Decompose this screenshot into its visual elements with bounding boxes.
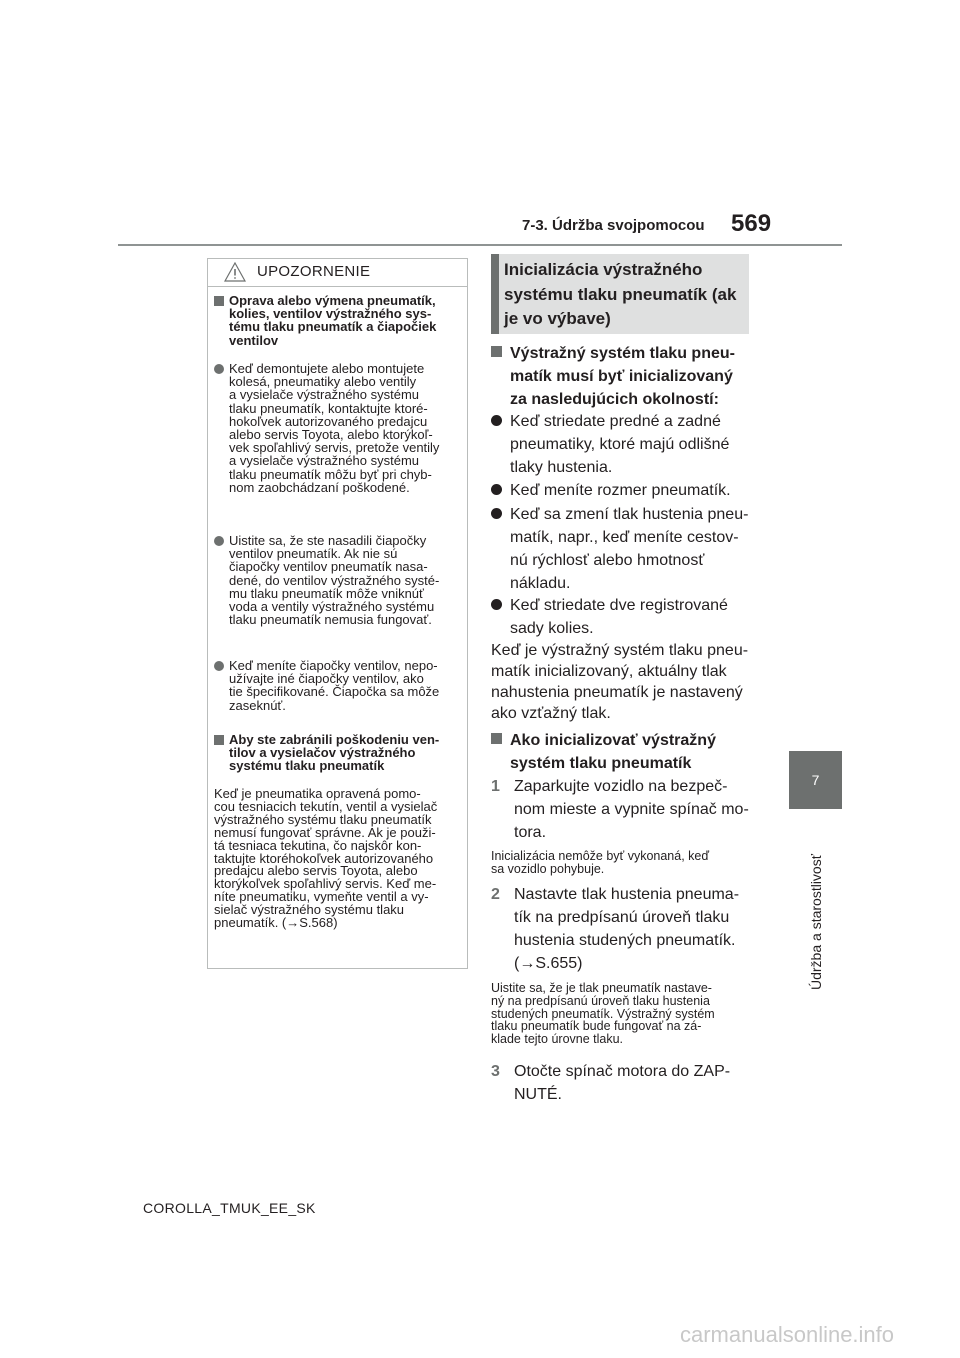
warning-heading-1: Oprava alebo výmena pneumatík, kolies, ventilov výstražného sys- tému tlaku pneumatík a čiapočiek ventilov xyxy=(214,294,464,347)
warning-heading-2: Aby ste zabránili poškodeniu ven- tilov a vysielačov výstražného systému tlaku pneumatík xyxy=(214,733,464,773)
step-2: 2 Nastavte tlak hustenia pneuma- tík na predpísanú úroveň tlaku hustenia studených pneumatík. (→S.655) xyxy=(491,883,753,975)
section-title-bar xyxy=(491,254,499,334)
step-note-1: Inicializácia nemôže byť vykonaná, keď sa vozidlo pohybuje. xyxy=(491,849,710,876)
list-item: Keď striedate predné a zadné pneumatiky, ktoré majú odlišné tlaky hustenia. xyxy=(491,410,753,479)
warning-triangle-icon xyxy=(224,262,246,282)
chapter-label-text: Údržba a starostlivosť xyxy=(808,854,824,990)
warning-item-3: Keď meníte čiapočky ventilov, nepo- užívajte iné čiapočky ventilov, ako tie špecifikované. Čiapočka sa môže zaseknúť. xyxy=(214,659,464,712)
step-note-2: Uistite sa, že je tlak pneumatík nastave- ný na predpísanú úroveň tlaku hustenia studených pneumatík. Výstražný systém tlaku pneumatík bude fungovať na zá- klade tejto úrovne tlaku. xyxy=(491,981,715,1047)
warning-title: UPOZORNENIE xyxy=(257,263,371,280)
subheading-1: Výstražný systém tlaku pneu- matík musí byť inicializovaný za nasledujúcich okolností: xyxy=(491,342,753,411)
chapter-label xyxy=(808,820,828,990)
round-bullet-icon xyxy=(214,661,224,671)
document-footer: COROLLA_TMUK_EE_SK xyxy=(143,1200,316,1216)
page-number: 569 xyxy=(731,210,772,237)
round-bullet-icon xyxy=(491,415,502,426)
step-1: 1 Zaparkujte vozidlo na bezpeč- nom mieste a vypnite spínač mo- tora. xyxy=(491,775,753,844)
chapter-tab: 7 xyxy=(789,751,842,809)
step-number: 2 xyxy=(491,886,500,903)
warning-item-2: Uistite sa, že ste nasadili čiapočky ventilov pneumatík. Ak nie sú čiapočky ventilov pneumatík nasa- dené, do ventilov výstražného systé- mu tlaku pneumatík môže vniknúť voda a ventily výstražného systému tlaku pneumatík nemusia fungovať. xyxy=(214,534,464,626)
square-bullet-icon xyxy=(491,733,502,744)
header-rule xyxy=(118,244,842,246)
step-number: 1 xyxy=(491,778,500,795)
warning-item-1: Keď demontujete alebo montujete kolesá, pneumatiky alebo ventily a vysielače výstražného systému tlaku pneumatík, kontaktujte ktoré- hokoľvek autorizovaného predajcu alebo servis Toyota, alebo ktorýkoľ- vek spoľahlivý servis, pretože ventily a vysielače výstražného systému tlaku pneumatík môžu byť pri chyb- nom zaobchádzaní poškodené. xyxy=(214,362,464,494)
round-bullet-icon xyxy=(214,364,224,374)
square-bullet-icon xyxy=(214,296,224,306)
round-bullet-icon xyxy=(491,599,502,610)
section-heading: 7-3. Údržba svojpomocou xyxy=(522,217,705,234)
list-item: Keď meníte rozmer pneumatík. xyxy=(491,479,753,502)
list-item: Keď sa zmení tlak hustenia pneu- matík, napr., keď meníte cestov- nú rýchlosť alebo hmotnosť nákladu. xyxy=(491,503,753,595)
body-paragraph: Keď je výstražný systém tlaku pneu- matík inicializovaný, aktuálny tlak nahustenia pneumatík je nastavený ako vzťažný tlak. xyxy=(491,642,749,722)
warning-paragraph: Keď je pneumatika opravená pomo- cou tesniacich tekutín, ventil a vysielač výstražného systému tlaku pneumatík nemusí fungovať správne. Ak je použi- tá tesniaca tekutina, čo najskôr kon- taktujte ktoréhokoľvek autorizovaného predajcu alebo servis Toyota, alebo ktorýkoľvek spoľahlivý servis. Keď me- níte pneumatiku, vymeňte ventil a vy- sielač výstražného systému tlaku pneumatík. (→S.568) xyxy=(214,786,438,931)
round-bullet-icon xyxy=(214,536,224,546)
square-bullet-icon xyxy=(491,346,502,357)
watermark: carmanualsonline.info xyxy=(680,1322,895,1347)
subheading-2: Ako inicializovať výstražný systém tlaku pneumatík xyxy=(491,729,753,775)
round-bullet-icon xyxy=(491,508,502,519)
step-number: 3 xyxy=(491,1063,500,1080)
step-3: 3 Otočte spínač motora do ZAP- NUTÉ. xyxy=(491,1060,753,1106)
list-item: Keď striedate dve registrované sady kolies. xyxy=(491,594,753,640)
round-bullet-icon xyxy=(491,484,502,495)
square-bullet-icon xyxy=(214,735,224,745)
section-title: Inicializácia výstražného systému tlaku pneumatík (ak je vo výbave) xyxy=(504,260,737,328)
